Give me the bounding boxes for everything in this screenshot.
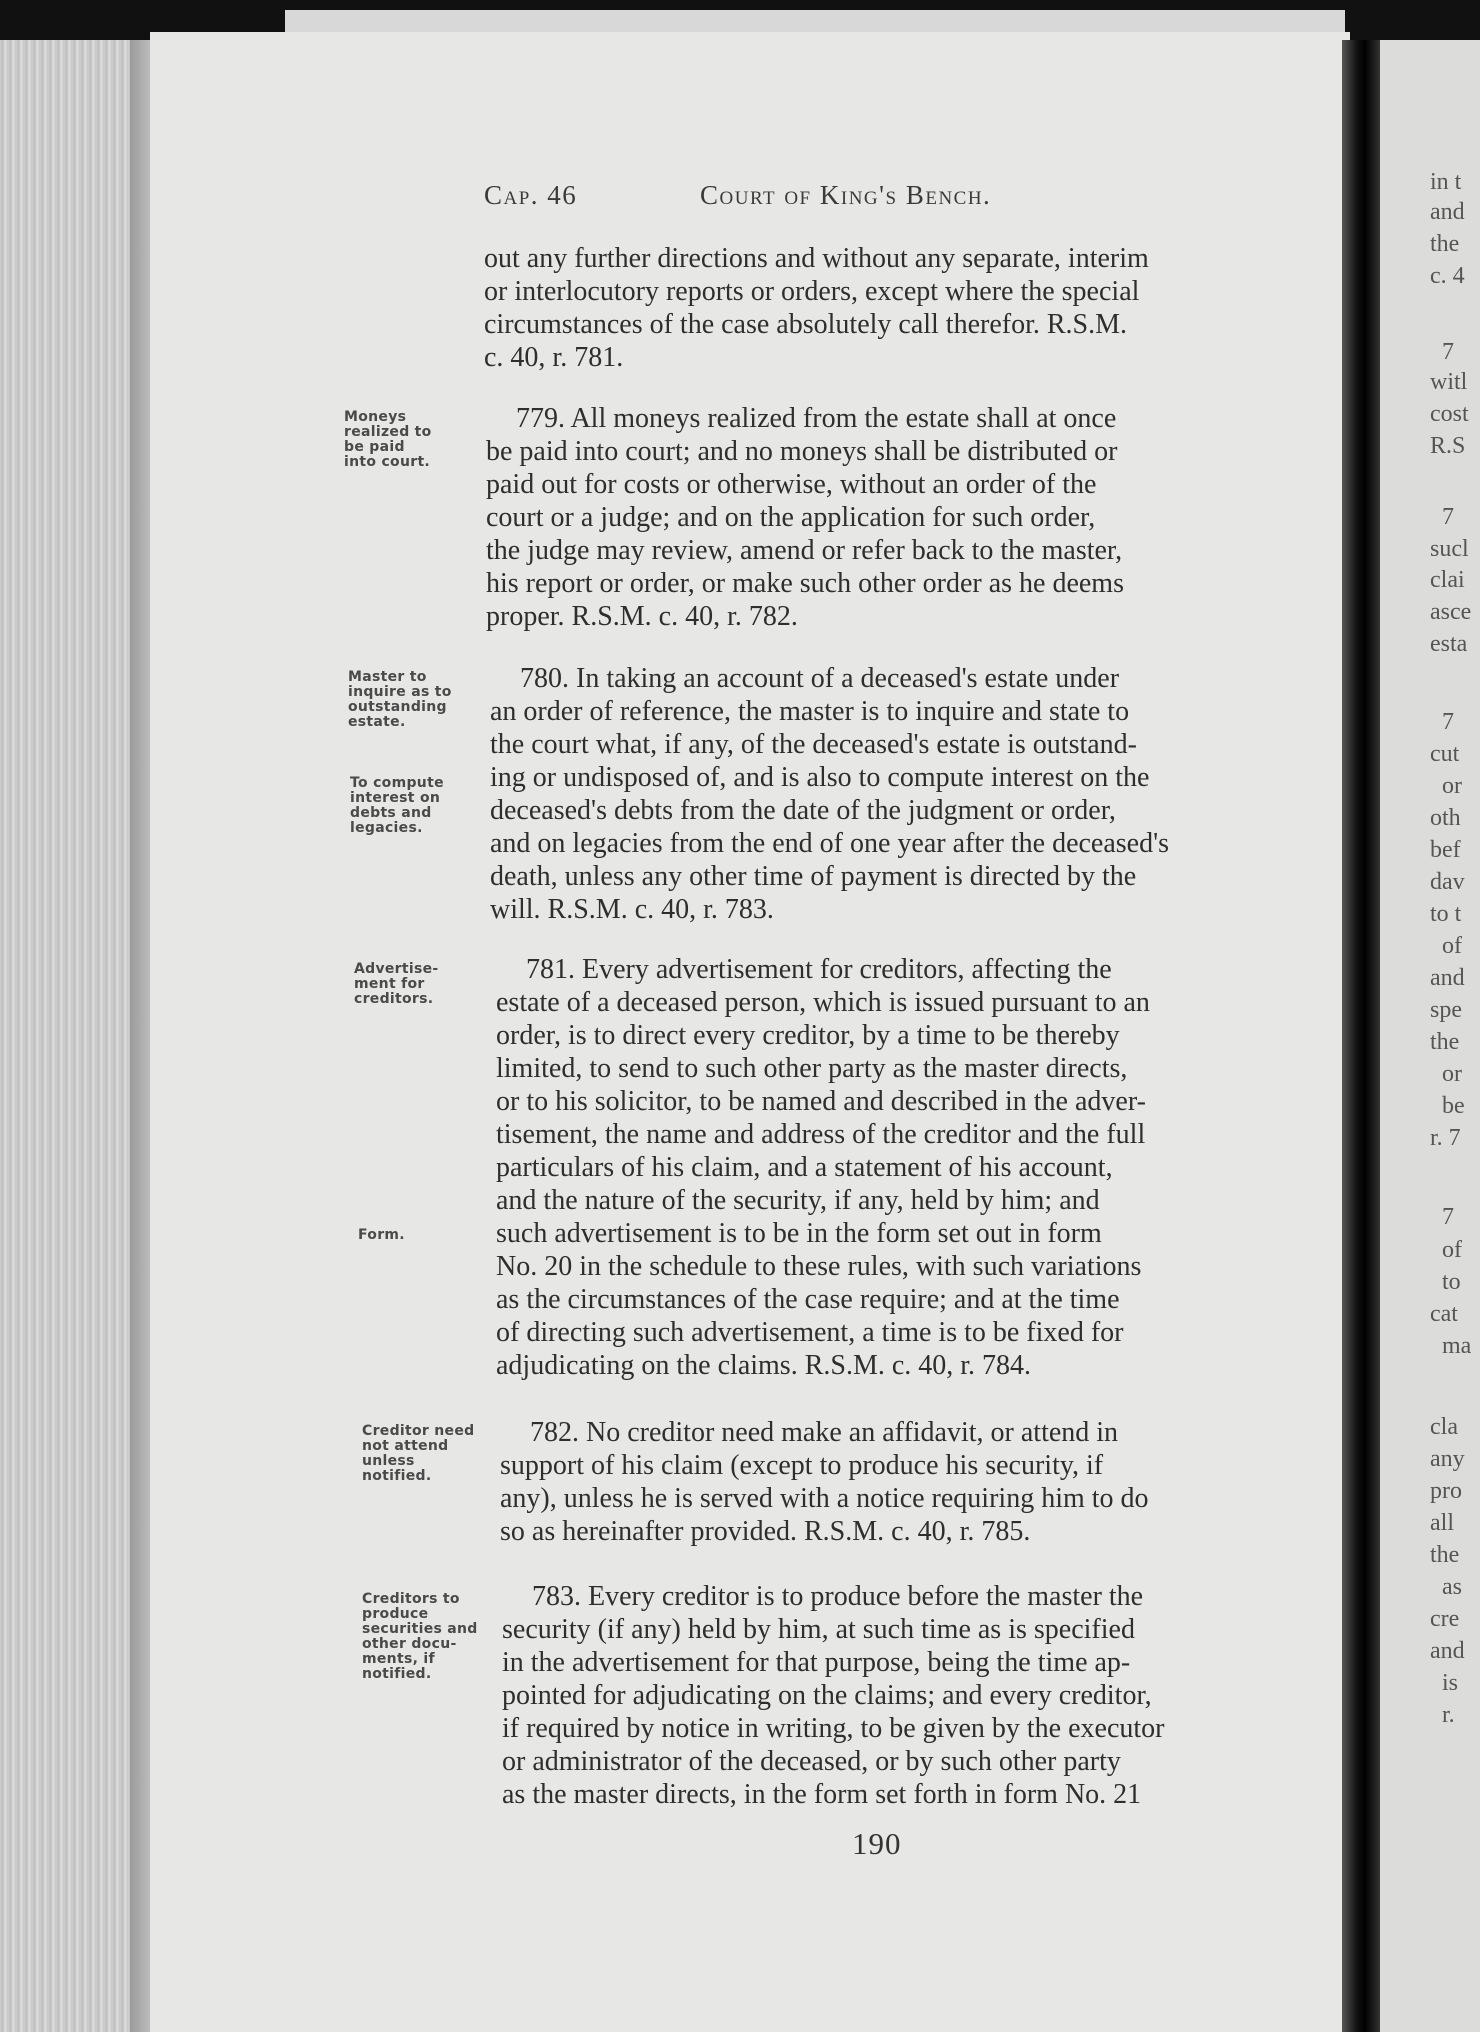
note-line: into court. [344, 454, 431, 470]
text-line: as the circumstances of the case require; and at the time [496, 1284, 1120, 1315]
facing-page-text-fragment: and [1430, 1638, 1465, 1664]
text-line: in the advertisement for that purpose, being the time ap- [502, 1647, 1131, 1678]
text-line: limited, to send to such other party as the master directs, [496, 1053, 1128, 1084]
note-line: inquire as to [348, 684, 452, 700]
text-line: 783. Every creditor is to produce before the master the [532, 1581, 1144, 1612]
text-line: death, unless any other time of payment is directed by the [490, 861, 1137, 892]
facing-page-text-fragment: 7 [1442, 709, 1454, 735]
section-780 [490, 662, 1270, 926]
facing-page-text-fragment: of [1442, 933, 1462, 959]
side-note-advertisement [354, 962, 439, 1007]
note-line: debts and [350, 805, 432, 821]
facing-page-text-fragment: cut [1430, 741, 1460, 767]
note-line: realized to [344, 424, 432, 440]
text-line: out any further directions and without any separate, interim [484, 243, 1149, 274]
note-line: other docu- [362, 1636, 457, 1652]
note-line: ment for [354, 976, 425, 992]
facing-page-text-fragment: and [1430, 199, 1465, 225]
facing-page-text-fragment: cat [1430, 1301, 1458, 1327]
note-line: To compute [350, 775, 444, 791]
note-line: notified. [362, 1468, 432, 1484]
facing-page-text-fragment: 7 [1442, 504, 1454, 530]
facing-page-text-fragment: bef [1430, 837, 1461, 863]
note-line: outstanding [348, 699, 447, 715]
text-line: pointed for adjudicating on the claims; and every creditor, [502, 1680, 1152, 1711]
text-line: or administrator of the deceased, or by such other party [502, 1746, 1121, 1777]
text-line: estate of a deceased person, which is issued pursuant to an [496, 987, 1150, 1018]
text-line: if required by notice in writing, to be given by the executor [502, 1713, 1165, 1744]
facing-page-text-fragment: or [1442, 1061, 1462, 1087]
facing-page-text-fragment: r. 7 [1430, 1125, 1461, 1151]
text-line: order, is to direct every creditor, by a time to be thereby [496, 1020, 1120, 1051]
text-line: his report or order, or make such other order as he deems [486, 568, 1124, 599]
section-779 [486, 402, 1266, 633]
note-line: Creditor need [362, 1423, 475, 1439]
text-line: any), unless he is served with a notice requiring him to do [500, 1483, 1149, 1514]
facing-page-text-fragment: of [1442, 1237, 1462, 1263]
note-line: not attend [362, 1438, 449, 1454]
text-line: or to his solicitor, to be named and described in the adver- [496, 1086, 1146, 1117]
text-line: and on legacies from the end of one year after the deceased's [490, 828, 1170, 859]
left-page-shadow [130, 40, 150, 2032]
note-line: Master to [348, 669, 427, 685]
section-782 [500, 1416, 1280, 1548]
facing-page-text-fragment: the [1430, 231, 1460, 257]
text-line: court or a judge; and on the application for such order, [486, 502, 1096, 533]
facing-page-text-fragment: witl [1430, 369, 1468, 395]
side-note-creditors-produce [362, 1592, 478, 1682]
text-line: of directing such advertisement, a time is to be fixed for [496, 1317, 1124, 1348]
facing-page-text-fragment: sucl [1430, 536, 1469, 562]
facing-page-text-fragment: asce [1430, 599, 1472, 625]
text-line: 782. No creditor need make an affidavit, or attend in [530, 1417, 1119, 1448]
facing-page-text-fragment: as [1442, 1574, 1462, 1600]
text-line: particulars of his claim, and a statement of his account, [496, 1152, 1113, 1183]
text-line: deceased's debts from the date of the judgment or order, [490, 795, 1116, 826]
text-line: so as hereinafter provided. R.S.M. c. 40, r. 785. [500, 1516, 1031, 1547]
facing-page-text-fragment: r. [1442, 1702, 1455, 1728]
text-line: or interlocutory reports or orders, except where the special [484, 276, 1140, 307]
note-line: Form. [358, 1227, 405, 1243]
note-line: securities and [362, 1621, 478, 1637]
paragraph-continuation [484, 242, 1262, 374]
facing-page-text-fragment: cre [1430, 1606, 1460, 1632]
facing-page-text-fragment: pro [1430, 1478, 1462, 1504]
text-line: adjudicating on the claims. R.S.M. c. 40, r. 784. [496, 1350, 1032, 1381]
page-number: 190 [852, 1826, 902, 1861]
text-line: the judge may review, amend or refer back to the master, [486, 535, 1123, 566]
text-line: 779. All moneys realized from the estate shall at once [516, 403, 1117, 434]
note-line: notified. [362, 1666, 432, 1682]
text-line: an order of reference, the master is to inquire and state to [490, 696, 1130, 727]
facing-page-text-fragment: R.S [1430, 433, 1466, 459]
text-line: 780. In taking an account of a deceased's estate under [520, 663, 1120, 694]
text-line: security (if any) held by him, at such time as is specified [502, 1614, 1135, 1645]
facing-page-edge [1380, 40, 1480, 2032]
side-note-compute-interest [350, 776, 444, 836]
text-line: circumstances of the case absolutely call therefor. R.S.M. [484, 309, 1128, 340]
text-line: and the nature of the security, if any, held by him; and [496, 1185, 1100, 1216]
facing-page-text-fragment: to [1442, 1269, 1461, 1295]
facing-page-text-fragment: c. 4 [1430, 263, 1465, 289]
facing-page-text-fragment: is [1442, 1670, 1459, 1696]
facing-page-text-fragment: 7 [1442, 1204, 1454, 1230]
facing-page-text-fragment: ma [1442, 1333, 1472, 1359]
facing-page-text-fragment: cost [1430, 401, 1469, 427]
text-line: such advertisement is to be in the form set out in form [496, 1218, 1102, 1249]
side-note-creditor-need-not [362, 1424, 474, 1484]
chapter-heading: Cap. 46 [484, 180, 578, 210]
text-line: tisement, the name and address of the creditor and the full [496, 1119, 1146, 1150]
text-line: support of his claim (except to produce his security, if [500, 1450, 1104, 1481]
note-line: ments, if [362, 1651, 435, 1667]
section-783 [502, 1580, 1282, 1811]
note-line: interest on [350, 790, 441, 806]
facing-page-text-fragment: esta [1430, 631, 1468, 657]
text-line: paid out for costs or otherwise, without an order of the [486, 469, 1097, 500]
note-line: be paid [344, 439, 405, 455]
side-note-master-inquire [348, 670, 452, 730]
facing-page-text-fragment: spe [1430, 997, 1462, 1023]
running-title: Court of King's Bench. [700, 180, 992, 210]
facing-page-text-fragment: dav [1430, 869, 1465, 895]
facing-page-text-fragment: 7 [1442, 339, 1454, 365]
side-note-moneys-realized [344, 410, 432, 470]
text-line: will. R.S.M. c. 40, r. 783. [490, 894, 774, 925]
facing-page-text-fragment: in t [1430, 169, 1462, 195]
facing-page-text-fragment: any [1430, 1446, 1465, 1472]
note-line: Creditors to [362, 1591, 460, 1607]
facing-page-text-fragment: cla [1430, 1414, 1458, 1440]
note-line: legacies. [350, 820, 423, 836]
note-line: estate. [348, 714, 406, 730]
book-gutter [1342, 40, 1380, 2032]
text-line: ing or undisposed of, and is also to compute interest on the [490, 762, 1150, 793]
side-note-form [358, 1228, 405, 1243]
section-781 [496, 953, 1276, 1382]
text-line: the court what, if any, of the deceased's estate is outstand- [490, 729, 1138, 760]
facing-page-text-fragment: be [1442, 1093, 1465, 1119]
text-line: be paid into court; and no moneys shall be distributed or [486, 436, 1118, 467]
facing-page-text-fragment: clai [1430, 567, 1465, 593]
facing-page-text-fragment: all [1430, 1510, 1454, 1536]
facing-page-text-fragment: and [1430, 965, 1465, 991]
facing-page-text-fragment: oth [1430, 805, 1461, 831]
text-line: c. 40, r. 781. [484, 342, 624, 373]
facing-page-text-fragment: to t [1430, 901, 1462, 927]
facing-page-text-fragment: the [1430, 1029, 1460, 1055]
note-line: creditors. [354, 991, 434, 1007]
facing-page-text-fragment: or [1442, 773, 1462, 799]
note-line: Moneys [344, 409, 407, 425]
text-line: as the master directs, in the form set forth in form No. 21 [502, 1779, 1142, 1810]
text-line: No. 20 in the schedule to these rules, with such variations [496, 1251, 1142, 1282]
text-line: proper. R.S.M. c. 40, r. 782. [486, 601, 798, 632]
note-line: unless [362, 1453, 415, 1469]
facing-page-text-fragment: the [1430, 1542, 1460, 1568]
note-line: produce [362, 1606, 429, 1622]
text-line: 781. Every advertisement for creditors, affecting the [526, 954, 1112, 985]
left-page-edges [0, 40, 150, 2032]
note-line: Advertise- [354, 961, 439, 977]
